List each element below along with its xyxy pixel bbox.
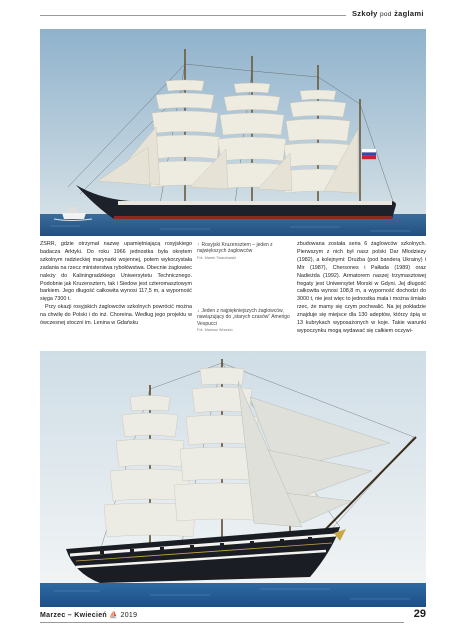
footer-year: 2019 bbox=[120, 612, 138, 619]
photo-credit: Fot. Marek Twardowski bbox=[197, 255, 236, 260]
photo-kruzensztern-illustration bbox=[40, 29, 426, 236]
page-number: 29 bbox=[413, 608, 426, 620]
header-rule bbox=[40, 15, 346, 16]
section-title bbox=[352, 9, 424, 18]
footer-issue-date bbox=[40, 611, 137, 619]
section-title-main: Szkoły bbox=[352, 9, 378, 18]
article-paragraph: zbudowana została seria 6 żaglowców szkolnych. Pierwszym z nich był nasz polski Dar Młodzieży (1982), a kolejnymi: Drużba (pod banderą Ukrainy) i Mir (1987), Chersones i Pałłada (1989) oraz Nadieżda (1992). Armatorem naszej trzymasztowej fregaty jest Uniwersytet Morski w Gdyni. Jej długość całkowita wynosi 108,8 m, a wyporność dochodzi do 3000 t, nie jest więc to jednostka mała i można śmiało rzec, że mamy się czym pochwalić. Na jej pokładzie znajduje się miejsce dla 130 adeptów, którzy śpią w 13 kubrykach wyposażonych w koje. Takie warunki wypoczynku mogą wydawać się całkiem oczywi- bbox=[297, 241, 426, 334]
arrow-down-icon: ↓ bbox=[197, 308, 200, 314]
caption-text: Rosyjski Kruzensztern – jeden z największych żaglowców bbox=[197, 242, 273, 255]
article-paragraph: ZSRR, gdzie otrzymał nazwę upamiętniającą rosyjskiego badacza Arktyki. Do roku 1966 jednostka była okrętem szkolnym radzieckiej marynarki wojennej, potem wykorzystała zadania na rzecz ministerstwa rybołówstwa. Obecnie żaglowiec należy do Kaliningradzkiego Uniwersytetu Technicznego. Podobnie jak Kruzensztern, tak i Siedow jest czteromasztowym barkiem. Jego długość całkowita wynosi 117,5 m, a wyporność sięga 7300 t. bbox=[40, 241, 192, 303]
photo-amerigo-vespucci bbox=[40, 351, 426, 607]
photo-caption-bottom bbox=[197, 308, 291, 333]
photo-caption-top bbox=[197, 242, 291, 261]
caption-text: Jeden z najpiękniejszych żaglowców, nawiązujący do „starych czasów” Amerigo Vespucci bbox=[197, 308, 290, 327]
section-title-end: żaglami bbox=[394, 9, 424, 18]
arrow-up-icon: ↑ bbox=[197, 242, 200, 248]
article-column-left bbox=[40, 241, 192, 328]
article-column-right bbox=[297, 241, 426, 336]
photo-credit: Fot. Mariusz Wrzesio bbox=[197, 328, 233, 333]
photo-kruzensztern bbox=[40, 29, 426, 236]
section-title-small: pod bbox=[379, 11, 392, 18]
article-paragraph: Przy okazji rosyjskich żaglowców szkolnych powrócić można na chwilę do Polski i do inż. Choreina. Według jego projektu w ówczesnej stoczni im. Lenina w Gdańsku bbox=[40, 304, 192, 327]
photo-amerigo-vespucci-illustration bbox=[40, 351, 426, 607]
sailboat-icon: ⛵ bbox=[109, 612, 119, 619]
footer-rule bbox=[40, 622, 404, 623]
footer-issue: Marzec – Kwiecień bbox=[40, 612, 107, 619]
